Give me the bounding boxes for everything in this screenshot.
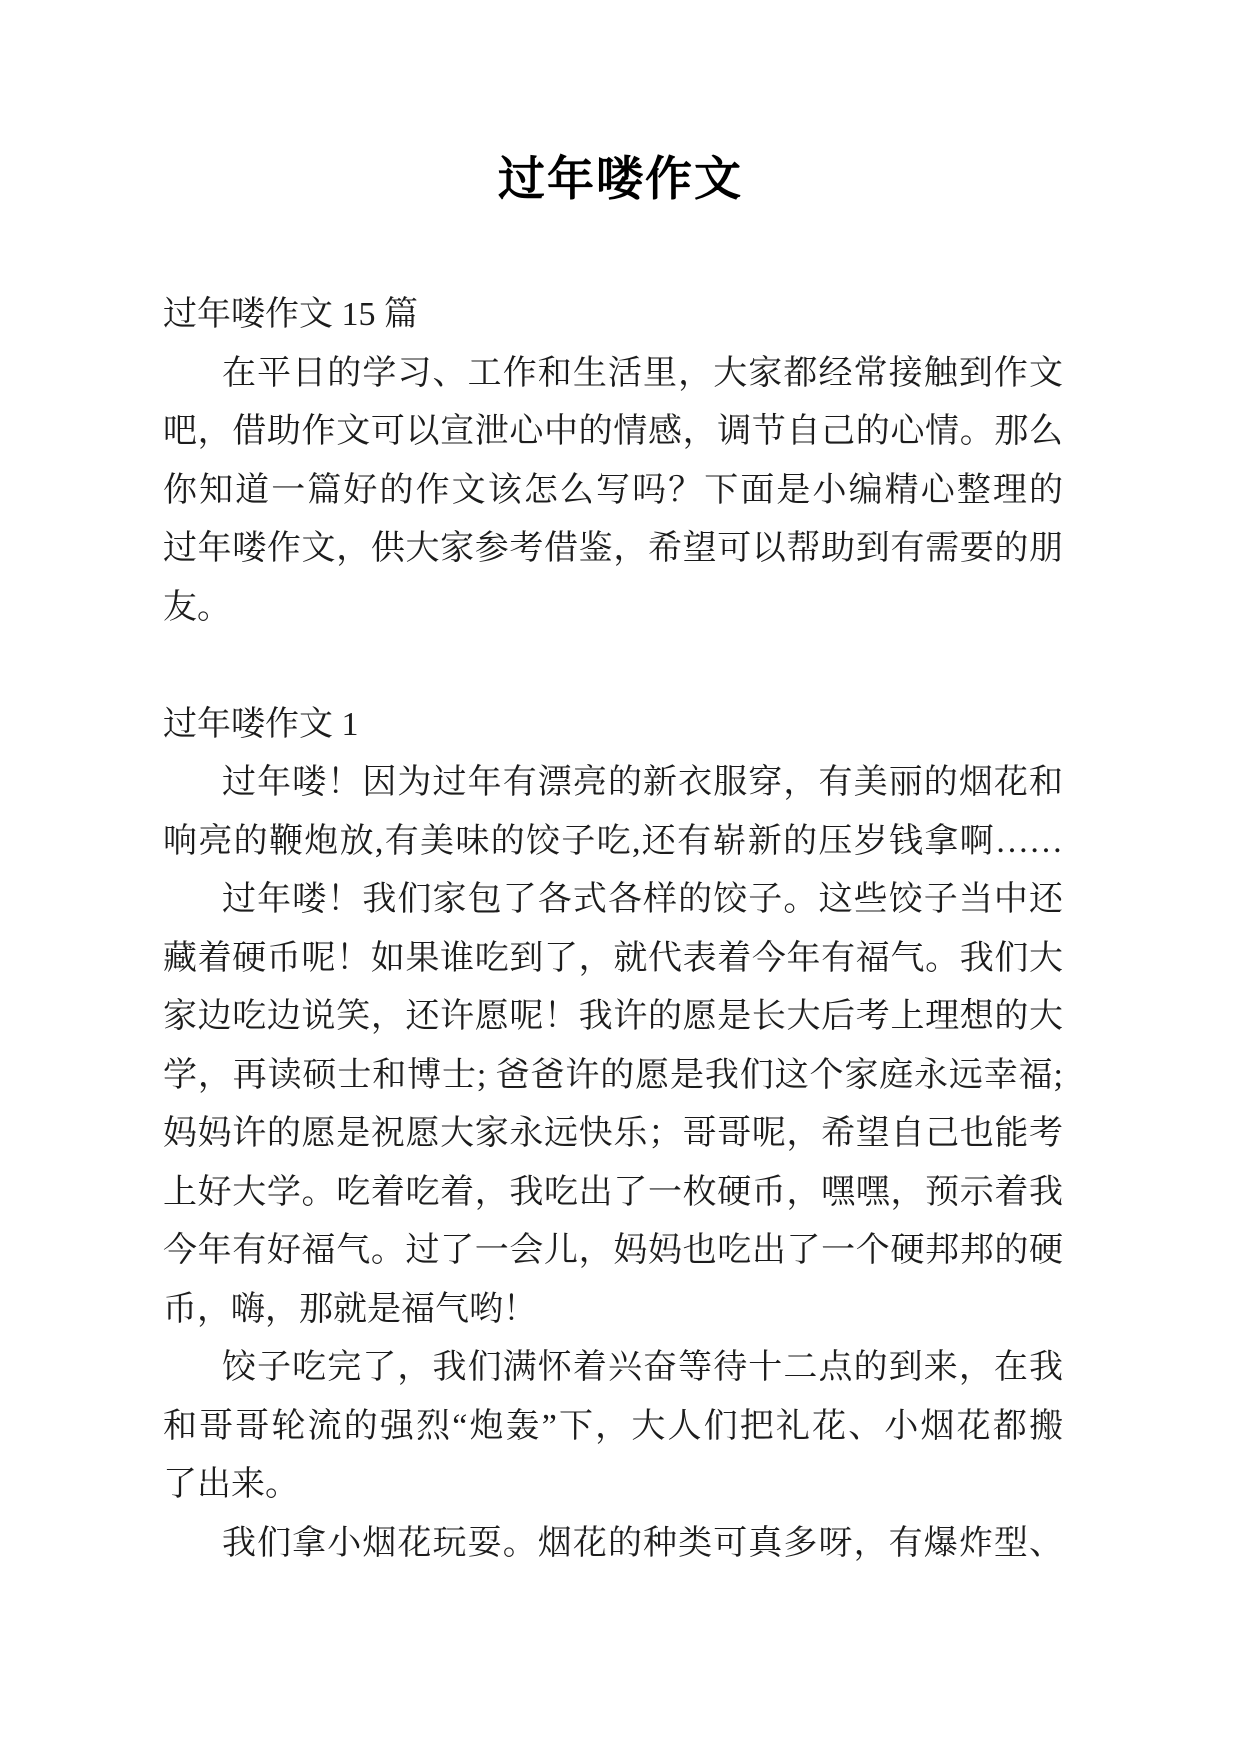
text-line: 我们拿小烟花玩耍。烟花的种类可真多呀，有爆炸型、 <box>222 1524 1063 1562</box>
section-1 <box>163 696 1063 1574</box>
text-line: 过年喽！我们家包了各式各样的饺子。这些饺子当中还 <box>222 881 1063 918</box>
paragraph-3 <box>163 1339 1063 1515</box>
section-heading: 过年喽作文 1 <box>163 705 359 743</box>
intro-line: 吧，借助作文可以宣泄心中的情感，调节自己的心情。那么 <box>163 413 1063 450</box>
blank-line <box>163 637 1063 696</box>
text-line: 学，再读硕士和博士; 爸爸许的愿是我们这个家庭永远幸福; <box>163 1056 1063 1094</box>
intro-block <box>163 286 1063 637</box>
text-line: 币，嗨，那就是福气哟！ <box>163 1290 537 1328</box>
intro-line: 在平日的学习、工作和生活里，大家都经常接触到作文 <box>222 354 1063 392</box>
document-body <box>163 286 1063 1573</box>
intro-line: 友。 <box>163 588 231 626</box>
paragraph-4 <box>163 1515 1063 1574</box>
text-line: 妈妈许的愿是祝愿大家永远快乐；哥哥呢，希望自己也能考 <box>163 1115 1063 1152</box>
paragraph-1 <box>163 754 1063 871</box>
document-title: 过年喽作文 <box>498 154 743 206</box>
paragraph-2 <box>163 871 1063 1339</box>
text-line: 家边吃边说笑，还许愿呢！我许的愿是长大后考上理想的大 <box>163 998 1063 1035</box>
text-line: 和哥哥轮流的强烈“炮轰”下，大人们把礼花、小烟花都搬 <box>163 1407 1063 1445</box>
text-line: 了出来。 <box>163 1466 299 1503</box>
text-line: 上好大学。吃着吃着，我吃出了一枚硬币，嘿嘿，预示着我 <box>163 1173 1063 1211</box>
text-line: 今年有好福气。过了一会儿，妈妈也吃出了一个硬邦邦的硬 <box>163 1232 1063 1269</box>
intro-line: 你知道一篇好的作文该怎么写吗？下面是小编精心整理的 <box>163 471 1063 509</box>
text-line: 响亮的鞭炮放,有美味的饺子吃,还有崭新的压岁钱拿啊…… <box>163 822 1063 860</box>
text-line: 饺子吃完了，我们满怀着兴奋等待十二点的到来，在我 <box>222 1349 1063 1386</box>
text-line: 过年喽！因为过年有漂亮的新衣服穿，有美丽的烟花和 <box>222 764 1063 801</box>
essay-count-label: 过年喽作文 15 篇 <box>163 296 418 333</box>
intro-line: 过年喽作文，供大家参考借鉴，希望可以帮助到有需要的朋 <box>163 530 1063 567</box>
text-line: 藏着硬币呢！如果谁吃到了，就代表着今年有福气。我们大 <box>163 939 1063 977</box>
